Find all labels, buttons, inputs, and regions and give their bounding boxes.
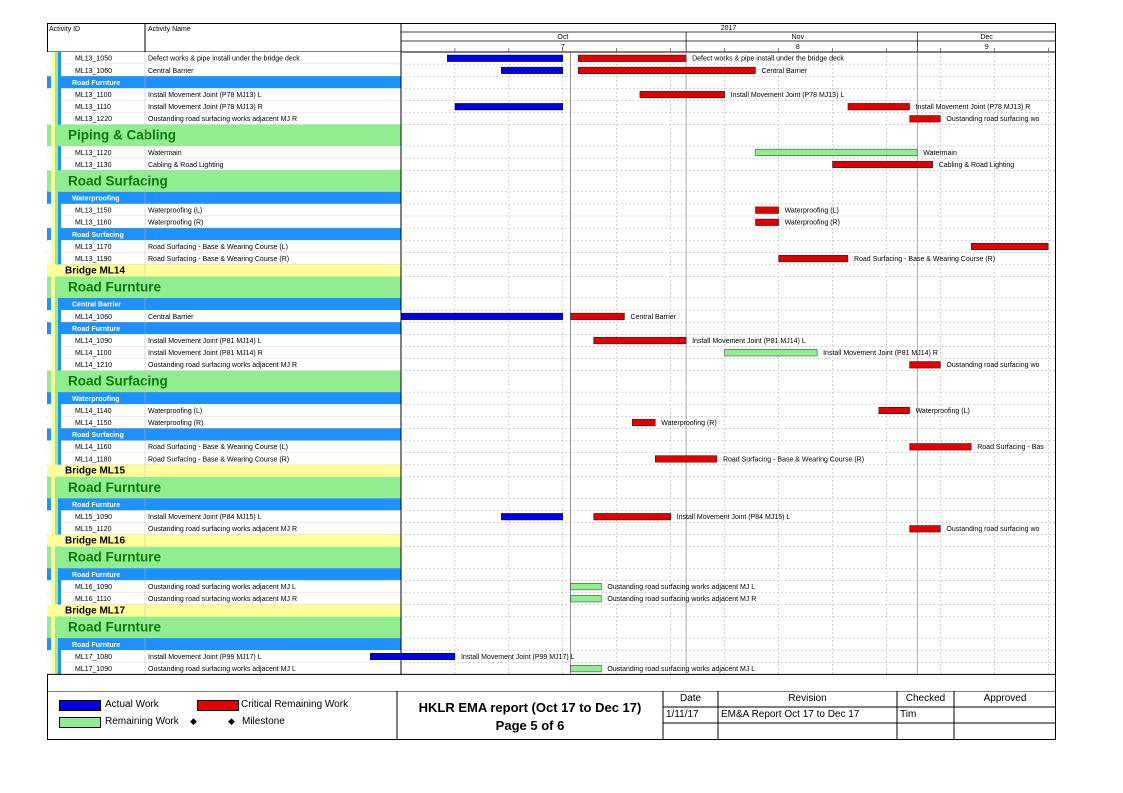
task-name: Central Barrier xyxy=(148,67,194,75)
critical-bar xyxy=(578,55,686,62)
week-label-nov: 8 xyxy=(795,44,800,51)
legend-critical-swatch xyxy=(197,700,239,711)
bar-label: Install Movement Joint (P81 MJ14) L xyxy=(692,338,806,345)
wbs2-band-left xyxy=(55,477,61,499)
wbs2-label: Road Furnture xyxy=(68,479,161,495)
task-id: ML13_1150 xyxy=(75,207,112,215)
legend-actual-label: Actual Work xyxy=(105,699,159,710)
task-name: Road Surfacing - Base & Wearing Course (R) xyxy=(148,456,290,464)
month-label-nov: Nov xyxy=(791,34,805,41)
legend-remaining-diamond-icon: ◆ xyxy=(190,716,197,726)
task-name: Oustanding road surfacing works adjacent MJ R xyxy=(148,362,298,370)
task-name: Oustanding road surfacing works adjacent MJ R xyxy=(148,596,298,604)
wbs3-label: Road Furnture xyxy=(72,79,121,87)
bar-label: Oustanding road surfacing works adjacent MJ R xyxy=(607,596,757,604)
critical-bar xyxy=(879,407,910,414)
critical-bar xyxy=(971,243,1048,250)
wbs2-label: Piping & Cabling xyxy=(68,127,176,143)
bar-label: Central Barrier xyxy=(761,67,807,75)
wbs2-band-left xyxy=(55,617,61,639)
report-title: HKLR EMA report (Oct 17 to Dec 17) xyxy=(418,700,642,715)
remaining-bar xyxy=(571,595,602,602)
legend-critical-label: Critical Remaining Work xyxy=(241,699,349,710)
task-id: ML14_1210 xyxy=(75,362,112,370)
critical-bar xyxy=(910,526,941,533)
task-id: ML14_1100 xyxy=(75,350,112,358)
wbs2-band-left xyxy=(55,170,61,192)
task-id: ML14_1160 xyxy=(75,444,112,452)
task-name: Install Movement Joint (P99 MJ17) L xyxy=(148,653,262,661)
remaining-bar xyxy=(725,349,817,356)
wbs2-label: Road Furnture xyxy=(68,549,161,565)
task-id: ML14_1090 xyxy=(75,338,112,345)
bar-label: Waterproofing (L) xyxy=(915,407,970,415)
wbs1-band-left xyxy=(51,605,61,617)
critical-bar xyxy=(578,67,755,74)
wbs2-label: Road Surfacing xyxy=(68,373,168,389)
wbs1-band-left xyxy=(51,535,61,547)
critical-bar xyxy=(640,91,725,98)
wbs1-label: Bridge ML16 xyxy=(65,535,126,547)
critical-bar xyxy=(655,456,717,463)
task-id: ML13_1130 xyxy=(75,161,112,169)
critical-bar xyxy=(632,419,655,426)
task-id: ML16_1090 xyxy=(75,584,112,591)
bar-label: Install Movement Joint (P84 MJ15) L xyxy=(676,514,791,522)
actual-bar xyxy=(447,55,563,62)
wbs3-label: Road Furnture xyxy=(72,325,121,333)
task-id: ML14_1060 xyxy=(75,313,112,321)
wbs3-label: Road Furnture xyxy=(72,502,121,509)
wbs1-band-left xyxy=(51,264,61,276)
wbs2-label: Road Surfacing xyxy=(68,173,168,189)
bar-label: Oustanding road surfacing wo xyxy=(946,526,1040,534)
task-id: ML16_1110 xyxy=(75,596,111,604)
remaining-bar xyxy=(755,149,917,156)
actual-bar xyxy=(501,67,563,74)
gantt-chart xyxy=(47,23,1056,691)
legend-remaining-swatch xyxy=(59,717,101,728)
task-id: ML13_1120 xyxy=(75,149,112,157)
bar-label: Cabling & Road Lighting xyxy=(938,161,1015,169)
bar-label: Waterproofing (R) xyxy=(661,420,717,427)
task-id: ML13_1060 xyxy=(75,67,112,75)
week-label-dec: 9 xyxy=(984,44,989,51)
footer-checked-value: Tim xyxy=(900,709,917,720)
remaining-bar xyxy=(571,583,602,590)
footer xyxy=(47,691,1056,740)
task-name: Oustanding road surfacing works adjacent MJ L xyxy=(148,666,296,673)
wbs2-label: Road Furnture xyxy=(68,279,161,295)
legend-remaining-label: Remaining Work xyxy=(105,716,179,727)
task-name: Waterproofing (L) xyxy=(148,207,203,215)
task-name: Install Movement Joint (P81 MJ14) R xyxy=(148,350,263,358)
task-id: ML13_1100 xyxy=(75,92,112,99)
month-label-oct: Oct xyxy=(557,34,569,41)
task-id: ML15_1090 xyxy=(75,514,112,522)
bar-label: Oustanding road surfacing wo xyxy=(946,362,1040,370)
critical-bar xyxy=(779,255,848,262)
col-activity-name-header: Activity Name xyxy=(148,26,191,33)
critical-bar xyxy=(833,161,933,168)
task-name: Waterproofing (R) xyxy=(148,219,204,227)
bar-label: Install Movement Joint (P78 MJ13) L xyxy=(730,92,845,99)
task-id: ML15_1120 xyxy=(75,526,112,534)
bar-label: Oustanding road surfacing wo xyxy=(946,116,1040,124)
bar-label: Defect works & pipe install under the bridge deck xyxy=(692,55,844,63)
wbs3-label: Road Surfacing xyxy=(72,432,124,440)
bar-label: Oustanding road surfacing works adjacent MJ L xyxy=(607,584,756,591)
col-activity-id-header: Activity ID xyxy=(49,26,81,33)
wbs3-label: Road Surfacing xyxy=(72,231,124,239)
legend-milestone-label: Milestone xyxy=(242,716,285,727)
critical-bar xyxy=(594,513,671,520)
task-name: Oustanding road surfacing works adjacent MJ L xyxy=(148,584,296,591)
task-id: ML13_1050 xyxy=(75,55,112,63)
bar-label: Waterproofing (L) xyxy=(784,207,839,215)
footer-date-header: Date xyxy=(679,693,702,704)
wbs2-band-left xyxy=(55,547,61,569)
task-name: Oustanding road surfacing works adjacent MJ R xyxy=(148,116,298,124)
bar-label: Watermain xyxy=(923,149,957,157)
task-id: ML14_1150 xyxy=(75,420,112,427)
actual-bar xyxy=(370,653,455,660)
actual-bar xyxy=(401,313,563,320)
wbs3-label: Waterproofing xyxy=(72,195,120,203)
task-name: Road Surfacing - Base & Wearing Course (R) xyxy=(148,256,290,263)
wbs2-band-left xyxy=(55,125,61,147)
critical-bar xyxy=(594,337,686,344)
task-name: Waterproofing (L) xyxy=(148,407,203,415)
wbs1-label: Bridge ML14 xyxy=(65,265,126,277)
critical-bar xyxy=(910,116,941,123)
page-number: Page 5 of 6 xyxy=(495,718,565,733)
critical-bar xyxy=(910,362,941,369)
bar-label: Install Movement Joint (P81 MJ14) R xyxy=(823,350,938,358)
task-name: Install Movement Joint (P78 MJ13) L xyxy=(148,92,262,99)
wbs2-band-left xyxy=(55,277,61,299)
footer-checked-header: Checked xyxy=(905,693,946,704)
task-id: ML17_1090 xyxy=(75,666,112,673)
legend-milestone-diamond-icon: ◆ xyxy=(228,716,235,726)
task-name: Oustanding road surfacing works adjacent MJ R xyxy=(148,526,298,534)
wbs2-label: Road Furnture xyxy=(68,619,161,635)
task-id: ML14_1140 xyxy=(75,407,112,415)
task-name: Install Movement Joint (P78 MJ13) R xyxy=(148,104,263,112)
week-label-oct: 7 xyxy=(560,44,565,51)
bar-label: Central Barrier xyxy=(630,313,676,321)
month-label-dec: Dec xyxy=(980,34,993,41)
task-id: ML13_1170 xyxy=(75,243,112,251)
bar-label: Road Surfacing - Bas xyxy=(977,444,1044,452)
task-id: ML13_1110 xyxy=(75,104,111,112)
wbs1-band-left xyxy=(51,465,61,477)
critical-bar xyxy=(755,207,778,214)
wbs2-band-left xyxy=(55,371,61,393)
actual-bar xyxy=(501,513,563,520)
wbs3-label: Central Barrier xyxy=(72,301,122,309)
task-id: ML14_1180 xyxy=(75,456,112,464)
wbs3-label: Waterproofing xyxy=(72,395,120,403)
bar-label: Road Surfacing - Base & Wearing Course (R) xyxy=(722,456,865,464)
task-name: Road Surfacing - Base & Wearing Course (L) xyxy=(148,444,288,452)
critical-bar xyxy=(571,313,625,320)
bar-label: Install Movement Joint (P99 MJ17) L xyxy=(460,653,575,661)
footer-approved-header: Approved xyxy=(983,693,1027,704)
footer-revision-value: EM&A Report Oct 17 to Dec 17 xyxy=(721,709,860,720)
legend-actual-swatch xyxy=(59,700,101,711)
remaining-bar xyxy=(571,665,602,672)
task-name: Defect works & pipe install under the bridge deck xyxy=(148,55,300,63)
wbs1-label: Bridge ML15 xyxy=(65,465,126,477)
task-name: Waterproofing (R) xyxy=(148,420,204,427)
task-name: Install Movement Joint (P84 MJ15) L xyxy=(148,514,262,522)
year-label: 2017 xyxy=(720,25,737,32)
bar-label: Waterproofing (R) xyxy=(784,219,840,227)
task-id: ML13_1190 xyxy=(75,256,112,263)
bar-label: Oustanding road surfacing works adjacent MJ L xyxy=(607,666,756,673)
actual-bar xyxy=(455,103,563,110)
wbs1-label: Bridge ML17 xyxy=(65,605,126,617)
task-id: ML13_1220 xyxy=(75,116,112,124)
wbs3-label: Road Furnture xyxy=(72,641,121,649)
task-name: Watermain xyxy=(148,149,182,157)
critical-bar xyxy=(910,444,972,451)
indent-strip-l1 xyxy=(51,52,55,674)
critical-bar xyxy=(755,219,778,226)
footer-date-value: 1/11/17 xyxy=(666,709,699,720)
bar-label: Install Movement Joint (P78 MJ13) R xyxy=(915,104,1031,112)
task-id: ML13_1160 xyxy=(75,219,112,227)
footer-revision-header: Revision xyxy=(788,693,827,704)
wbs3-label: Road Furnture xyxy=(72,571,121,579)
task-name: Cabling & Road Lighting xyxy=(148,161,224,169)
task-name: Road Surfacing - Base & Wearing Course (L) xyxy=(148,243,288,251)
bar-label: Road Surfacing - Base & Wearing Course (R) xyxy=(853,256,996,263)
task-name: Install Movement Joint (P81 MJ14) L xyxy=(148,338,262,345)
critical-bar xyxy=(848,103,910,110)
task-name: Central Barrier xyxy=(148,313,194,321)
task-id: ML17_1080 xyxy=(75,653,112,661)
